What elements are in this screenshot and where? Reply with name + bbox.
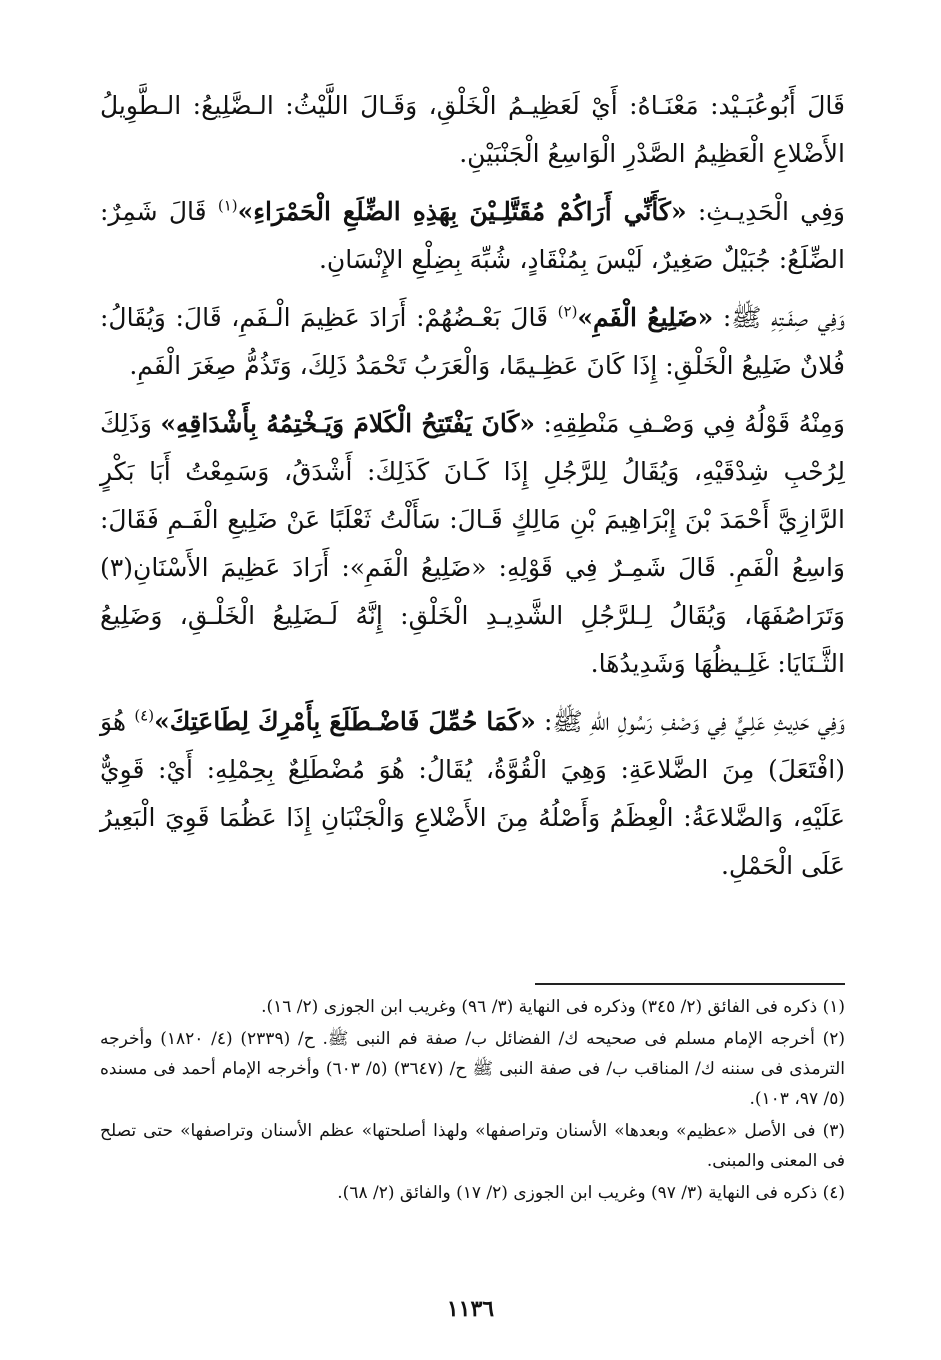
footnote-divider — [535, 983, 845, 985]
main-text — [100, 82, 845, 900]
paragraph-2 — [100, 188, 845, 284]
paragraph-text: وَفِي الْحَدِيـثِ: — [686, 197, 845, 226]
paragraph-1 — [100, 82, 845, 178]
paragraph-text: هُوَ (افْتَعَلَ) مِنَ الضَّلاعَةِ: وَهِيَ الْقُوَّةُ، يُقَالُ: هُوَ مُضْطَلِعٌ بِحِمْلِهِ: أَيْ: قَوِيٌّ عَلَيْهِ، وَالضَّلاعَةُ: الْعِظَمُ وَأَصْلُهُ مِنَ الأَضْلاعِ وَالْجَنْبَانِ إِذَا عَظُمَا قَوِيَ الْبَعِيرُ عَلَى الْحَمْلِ. — [100, 707, 845, 880]
footnote-4: (٤) ذكره فى النهاية (٣/ ٩٧) وغريب ابن الجوزى (٢/ ١٧) والفائق (٢/ ٦٨). — [337, 1183, 845, 1203]
paragraph-text: وَفِي حَدِيثِ عَلِـيٍّ فِي وَصْفِ رَسُولِ اللهِ ﷺ: — [535, 707, 845, 736]
footnote-ref: (٢) — [557, 302, 578, 321]
hadith-quote: «كَانَ يَفْتَتِحُ الْكَلامَ وَيَـخْتِمُهُ بِأَشْدَاقِهِ» — [160, 409, 535, 438]
paragraph-text: وَمِنْهُ قَوْلُهُ فِي وَصْـفِ مَنْطِقِهِ: — [534, 409, 845, 438]
footnote-2: (٢) أخرجه الإمام مسلم فى صحيحه ك/ الفضائل ب/ صفة فم النبى ﷺ. ح/ (٢٣٣٩) (٤/ ١٨٢٠) وأخرجه الترمذى فى سننه ك/ المناقب ب/ فى صفة النبى ﷺ ح/ (٣٦٤٧) (٥/ ٦٠٣) وأخرجه الإمام أحمد فى مسنده (٥/ ٩٧، ١٠٣). — [100, 1029, 845, 1109]
hadith-quote: «كَأَنِّي أَرَاكُمْ مُقَتَّلِـيْنَ بِهَذِهِ الضِّلَعِ الْحَمْرَاءِ» — [237, 197, 687, 226]
hadith-quote: «ضَلِيعُ الْفَمِ» — [577, 303, 714, 332]
paragraph-text: قَالَ بَعْـضُهُمْ: أَرَادَ عَظِيمَ الْـفَمِ، قَالَ: وَيُقَالُ: فُلانٌ ضَلِيعُ الْخَلْقِ: إِذَا كَانَ عَظِـيمًا، وَالْعَرَبُ تَحْمَدُ ذَلِكَ، وَتَذُمُّ صِغَرَ الْفَمِ. — [100, 303, 845, 380]
page-number: ١١٣٦ — [446, 1296, 495, 1322]
paragraph-text: قَالَ شَمِرٌ: الضِّلَعُ: جُبَيْلٌ صَغِيرٌ، لَيْسَ بِمُنْقَادٍ، شُبِّهَ بِضِلْعِ الإِنْسَانِ. — [100, 197, 845, 274]
footnote-ref: (١) — [217, 196, 238, 215]
paragraph-5 — [100, 698, 845, 890]
paragraph-4 — [100, 400, 845, 688]
hadith-quote: «كَمَا حُمِّلَ فَاضْـطَلَعَ بِأَمْرِكَ لِطَاعَتِكَ» — [154, 707, 536, 736]
paragraph-text: وَفِي صِفَـتِهِ ﷺ: — [713, 303, 845, 332]
paragraph-text: قَالَ أَبُوعُبَـيْد: مَعْنَـاهُ: أَيْ لَعَظِيـمُ الْخَلْقِ، وَقَـالَ اللَّيْثُ: الـضَّلِيعُ: الـطَّوِيلُ الأَضْلاعِ الْعَظِيمُ الصَّدْرِ الْوَاسِعُ الْجَنْبَيْنِ. — [100, 91, 845, 168]
footnote-3: (٣) فى الأصل «عظيم» وبعدها» الأسنان وتراصفها» ولهذا أصلحتها» عظم الأسنان وتراصفها» حتى تصلح فى المعنى والمبنى. — [100, 1121, 845, 1171]
footnote-ref: (٤) — [134, 706, 155, 725]
paragraph-text: وَذَلِكَ لِرُحْبِ شِدْقَيْهِ، وَيُقَالُ لِلرَّجُلِ إِذَا كَـانَ كَذَلِكَ: أَشْدَقُ، وَسَمِعْتُ أَبَا بَكْرٍ الرَّازِيَّ أَحْمَدَ بْنَ إِبْرَاهِيمَ بْنِ مَالِكٍ قَـالَ: سَأَلْتُ ثَعْلَبًا عَنْ ضَلِيعِ الْفَـمِ فَقَالَ: وَاسِعُ الْفَمِ. قَالَ شَمِـرٌ فِي قَوْلِهِ: «ضَلِيعُ الْفَمِ»: أَرَادَ عَظِيمَ الأَسْنَانِ(٣) وَتَرَاصُفَهَا، وَيُقَالُ لِـلرَّجُلِ الشَّدِيـدِ الْخَلْقِ: إِنَّهُ لَـضَلِيعُ الْخَلْـقِ، وَضَلِيعُ الثَّـنَايَا: غَلِـيظُهَا وَشَدِيدُهَا. — [100, 409, 845, 678]
paragraph-3 — [100, 294, 845, 390]
footnote-1: (١) ذكره فى الفائق (٢/ ٣٤٥) وذكره فى النهاية (٣/ ٩٦) وغريب ابن الجوزى (٢/ ١٦). — [261, 997, 845, 1017]
footnotes — [100, 992, 845, 1210]
